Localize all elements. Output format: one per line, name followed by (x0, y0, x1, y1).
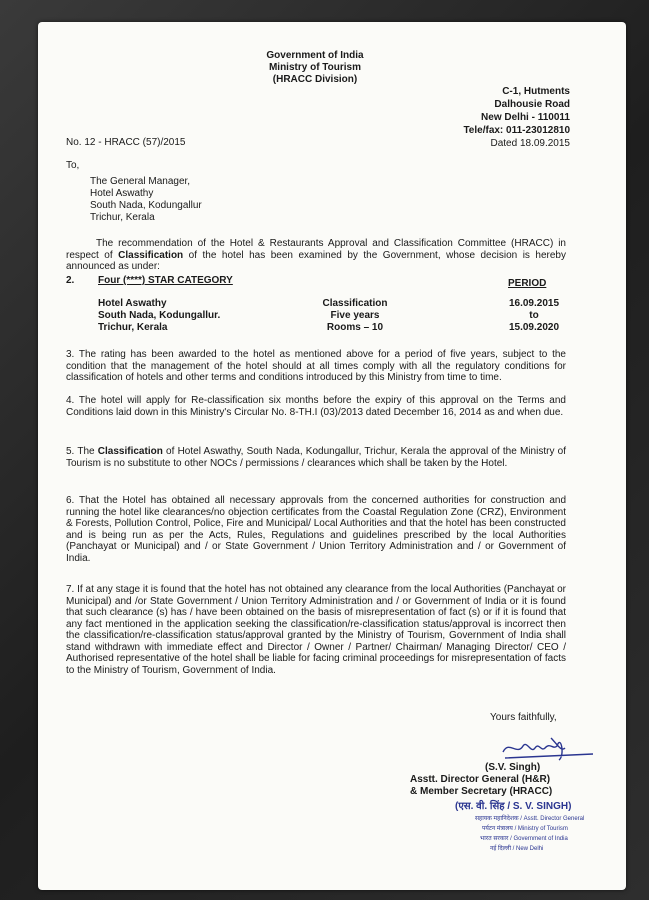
hotel-name: Hotel Aswathy (98, 298, 167, 309)
signatory-title-2: & Member Secretary (HRACC) (410, 786, 553, 797)
recipient-line-3: South Nada, Kodungallur (90, 200, 202, 211)
header-line-2: Ministry of Tourism (268, 62, 362, 73)
header-line-3: (HRACC Division) (272, 74, 358, 85)
item-2-number: 2. (66, 275, 75, 286)
signatory-title-1: Asstt. Director General (H&R) (410, 774, 551, 785)
stamp-ministry: पर्यटन मंत्रालय / Ministry of Tourism (482, 826, 568, 832)
paragraph-7: 7. If at any stage it is found that the hotel has not obtained any clearance from the local Authorities (Panchayat or Municipal) and /or State Government / Union Territory Administration and / or Government of India or it is found that such clearance (s) has / have been obtained on the basis of misrepresentation of fact (s) or if it is found that any fact mentioned in the application seeking the classification/re-classification status/approval is incorrect then the classification/re-classification status/approval granted by the Ministry of Tourism, Government of India shall stand withdrawn with immediate effect and Director / Owner / Partner/ Chairman/ Managing Director/ CEO / Authorised representative of the hotel shall be liable for facing criminal proceedings for misrepresentation of facts to the Ministry of Tourism, Government of India. (66, 584, 566, 676)
paragraph-6: 6. That the Hotel has obtained all necessary approvals from the concerned authorities for construction and running the hotel like clearances/no objection certificates from the Coastal Regulation Zone (CRZ), Environment & Forests, Pollution Control, Police, Fire and Municipal/ Local Authorities and that the hotel has been constructed and is being run as per the Acts, Rules, Regulations and guidelines prescribed by the local Authorities (Panchayat or Municipal) and / or State Government / Union Territory Administration and / or Government of India. (66, 495, 566, 564)
dated: Dated 18.09.2015 (490, 138, 570, 149)
signature-image (495, 726, 605, 766)
recipient-line-4: Trichur, Kerala (90, 212, 155, 223)
address-line-3: New Delhi - 110011 (481, 112, 570, 123)
address-line-4: Tele/fax: 011-23012810 (463, 125, 570, 136)
recipient-line-2: Hotel Aswathy (90, 188, 154, 199)
reference-number: No. 12 - HRACC (57)/2015 (66, 137, 186, 148)
stamp-name: (एस. वी. सिंह / S. V. SINGH) (455, 801, 572, 812)
hotel-address-2: Trichur, Kerala (98, 322, 168, 333)
stamp-government: भारत सरकार / Government of India (480, 836, 568, 842)
classification-duration: Five years (330, 310, 380, 321)
closing-yours-faithfully: Yours faithfully, (490, 712, 557, 723)
address-line-2: Dalhousie Road (494, 99, 570, 110)
classification-label: Classification (322, 298, 388, 309)
rooms-count: Rooms – 10 (326, 322, 384, 333)
to-label: To, (66, 160, 80, 171)
intro-paragraph: The recommendation of the Hotel & Restaurants Approval and Classification Committee (HRACC) in respect of Classification of the hotel has been examined by the Government, whose decision is hereby announced as under: (66, 238, 566, 272)
stamp-designation: सहायक महानिदेशक / Asstt. Director General (475, 816, 585, 822)
address-line-1: C-1, Hutments (502, 86, 570, 97)
recipient-line-1: The General Manager, (90, 176, 191, 187)
header-line-1: Government of India (266, 50, 364, 61)
period-label: PERIOD (508, 278, 547, 289)
stamp-city: नई दिल्ली / New Delhi (490, 846, 544, 852)
period-start: 16.09.2015 (508, 298, 560, 309)
period-end: 15.09.2020 (508, 322, 560, 333)
paragraph-5: 5. The Classification of Hotel Aswathy, South Nada, Kodungallur, Trichur, Kerala the approval of the Ministry of Tourism is no substitute to other NOCs / permissions / clearances which shall be taken by the Hotel. (66, 446, 566, 469)
category: Four (****) STAR CATEGORY (98, 275, 233, 286)
period-to: to (529, 310, 539, 321)
hotel-address-1: South Nada, Kodungallur. (98, 310, 221, 321)
paragraph-3: 3. The rating has been awarded to the hotel as mentioned above for a period of five years, subject to the condition that the management of the hotel should at all times comply with all the regulatory conditions for classification of hotels and other terms and conditions introduced by this Ministry from time to time. (66, 349, 566, 383)
paragraph-4: 4. The hotel will apply for Re-classification six months before the expiry of this approval on the Terms and Conditions laid down in this Ministry's Circular No. 8-TH.I (03)/2013 dated December 16, 2014 as and when due. (66, 395, 566, 418)
signatory-name: (S.V. Singh) (485, 762, 541, 773)
